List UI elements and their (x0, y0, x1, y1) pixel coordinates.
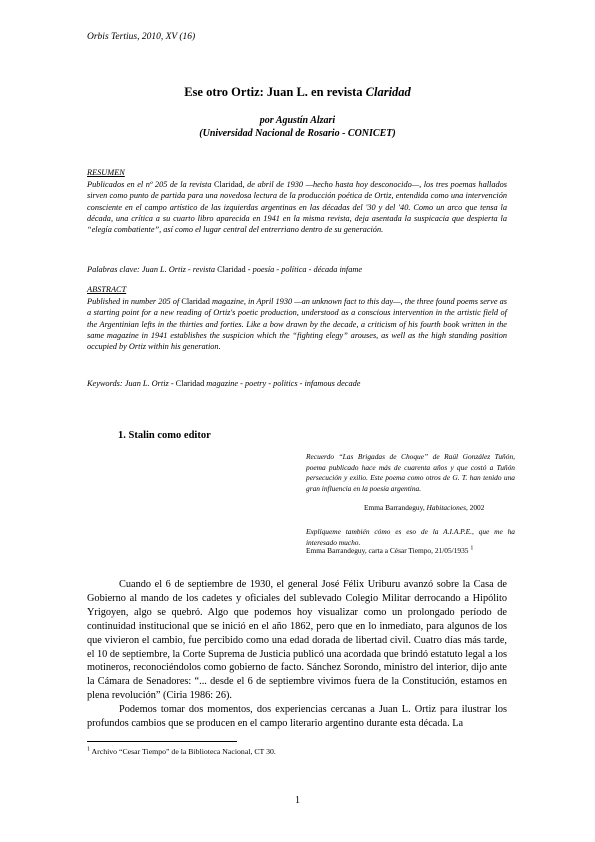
footnote-ref: 1 (470, 545, 474, 552)
keywords-journal: Claridad (175, 379, 205, 388)
palabras-clave (87, 265, 362, 274)
epigraph-quote-2: Explíqueme también cómo es eso de la A.I.A.P.E., que me ha interesado mucho. (306, 527, 515, 547)
resumen-text-rest: , de abril de 1930 —hecho hasta hoy desconocido—, los tres poemas hallados sirven como punto de partida para una novedosa lectura de la producción poética de Ortiz, entendida como una intervención consciente en el campo artístico de las izquierdas argentinas en las décadas del '30 y del '40. Como un arco que tensa la década, una crítica a su cuarto libro aparecida en 1941 en la misma revista, deja asentada la suspicacia que despierta la “elegía combatiente”, así como el lugar central del entrerriano dentro de su generación. (87, 180, 507, 235)
epigraph-source-2-text: Emma Barrandeguy, carta a César Tiempo, 21/05/1935 (306, 546, 469, 555)
abstract-paragraph (87, 296, 507, 352)
resumen-paragraph (87, 179, 507, 235)
body-text (87, 578, 507, 731)
keywords-rest: magazine - poetry - politics - infamous decade (204, 379, 361, 388)
abstract-label: ABSTRACT (87, 285, 127, 294)
epigraph-source-1 (364, 503, 484, 512)
epigraph-source-1-year: , 2002 (465, 503, 485, 512)
abstract-text-rest: magazine, in April 1930 —an unknown fact to this day—, the three found poems serve as a starting point for a new reading of Ortiz's poetic production, understood as a conscious intervention in the artistic field of the Argentinian lefts in the thirties and forties. Like a bow drawn by the decade, a criticism of his fourth book written in the same magazine in 1941 establishes the suspicion which the “fighting elegy” arouses, as well as the high standing position occupied by Ortiz within his generation. (87, 297, 507, 352)
resumen-journal: Claridad (213, 180, 243, 189)
footnote (87, 747, 276, 756)
resumen-label: RESUMEN (87, 168, 125, 177)
footnote-number: 1 (87, 746, 90, 753)
epigraph-source-2 (306, 546, 473, 555)
abstract-journal: Claridad (181, 297, 210, 306)
title-journal: Claridad (365, 85, 411, 99)
footnote-text: Archivo “Cesar Tiempo” de la Biblioteca Nacional, CT 30. (90, 747, 276, 756)
body-paragraph-2: Podemos tomar dos momentos, dos experiencias cercanas a Juan L. Ortiz para ilustrar los profundos cambios que se producen en el campo literario argentino durante esta década. La (87, 704, 507, 730)
article-title (0, 85, 595, 100)
resumen-text: Publicados en el nº 205 de la revista (87, 180, 214, 189)
keywords-prefix: Keywords: Juan L. Ortiz - (87, 379, 176, 388)
palabras-prefix: Palabras clave: Juan L. Ortiz - revista (87, 265, 218, 274)
title-text: Ese otro Ortiz: Juan L. en revista (184, 85, 366, 99)
epigraph-quote-1: Recuerdo “Las Brigadas de Choque” de Raúl González Tuñón, poema publicado hace más de cuarenta años y que costó a Tuñón persecución y exilio. Este poema como otros de G. T. han tenido una gran influencia en la poesía argentina. (306, 452, 515, 493)
palabras-rest: - poesía - política - década infame (245, 265, 363, 274)
running-head: Orbis Tertius, 2010, XV (16) (87, 32, 196, 42)
epigraph-source-1-title: Habitaciones (426, 503, 466, 512)
author-affiliation: (Universidad Nacional de Rosario - CONICET) (199, 128, 396, 139)
section-heading: 1. Stalin como editor (118, 430, 211, 441)
keywords (87, 379, 360, 388)
page-number: 1 (295, 795, 300, 806)
author-name: por Agustín Alzari (259, 115, 336, 126)
byline (0, 114, 595, 140)
epigraph-source-1-author: Emma Barrandeguy, (364, 503, 427, 512)
palabras-journal: Claridad (217, 265, 246, 274)
abstract-text: Published in number 205 of (87, 297, 182, 306)
footnote-rule (87, 741, 237, 742)
body-paragraph-1: Cuando el 6 de septiembre de 1930, el general José Félix Uriburu avanzó sobre la Casa de Gobierno al mando de los cadetes y oficiales del sublevado Colegio Militar derrocando a Hipólito Yrigoyen, algo se quebró. Algo que podemos hoy visualizar como un prolongado período de continuidad institucional que se inició en el año 1862, pero que en lo inmediato, para algunos de los que vivieron el cambio, fue percibido como una edad dorada de libertad civil. Cuatro días más tarde, el 10 de septiembre, la Corte Suprema de Justicia publicó una acordada que brindó estatuto legal a los motineros, reconociéndolos como gobierno de facto. Sánchez Sorondo, ministro del interior, dijo ante la Cámara de Senadores: “... desde el 6 de septiembre vivimos fuera de la Constitución, estamos en plena revolución” (Ciria 1986: 26). (87, 579, 507, 702)
